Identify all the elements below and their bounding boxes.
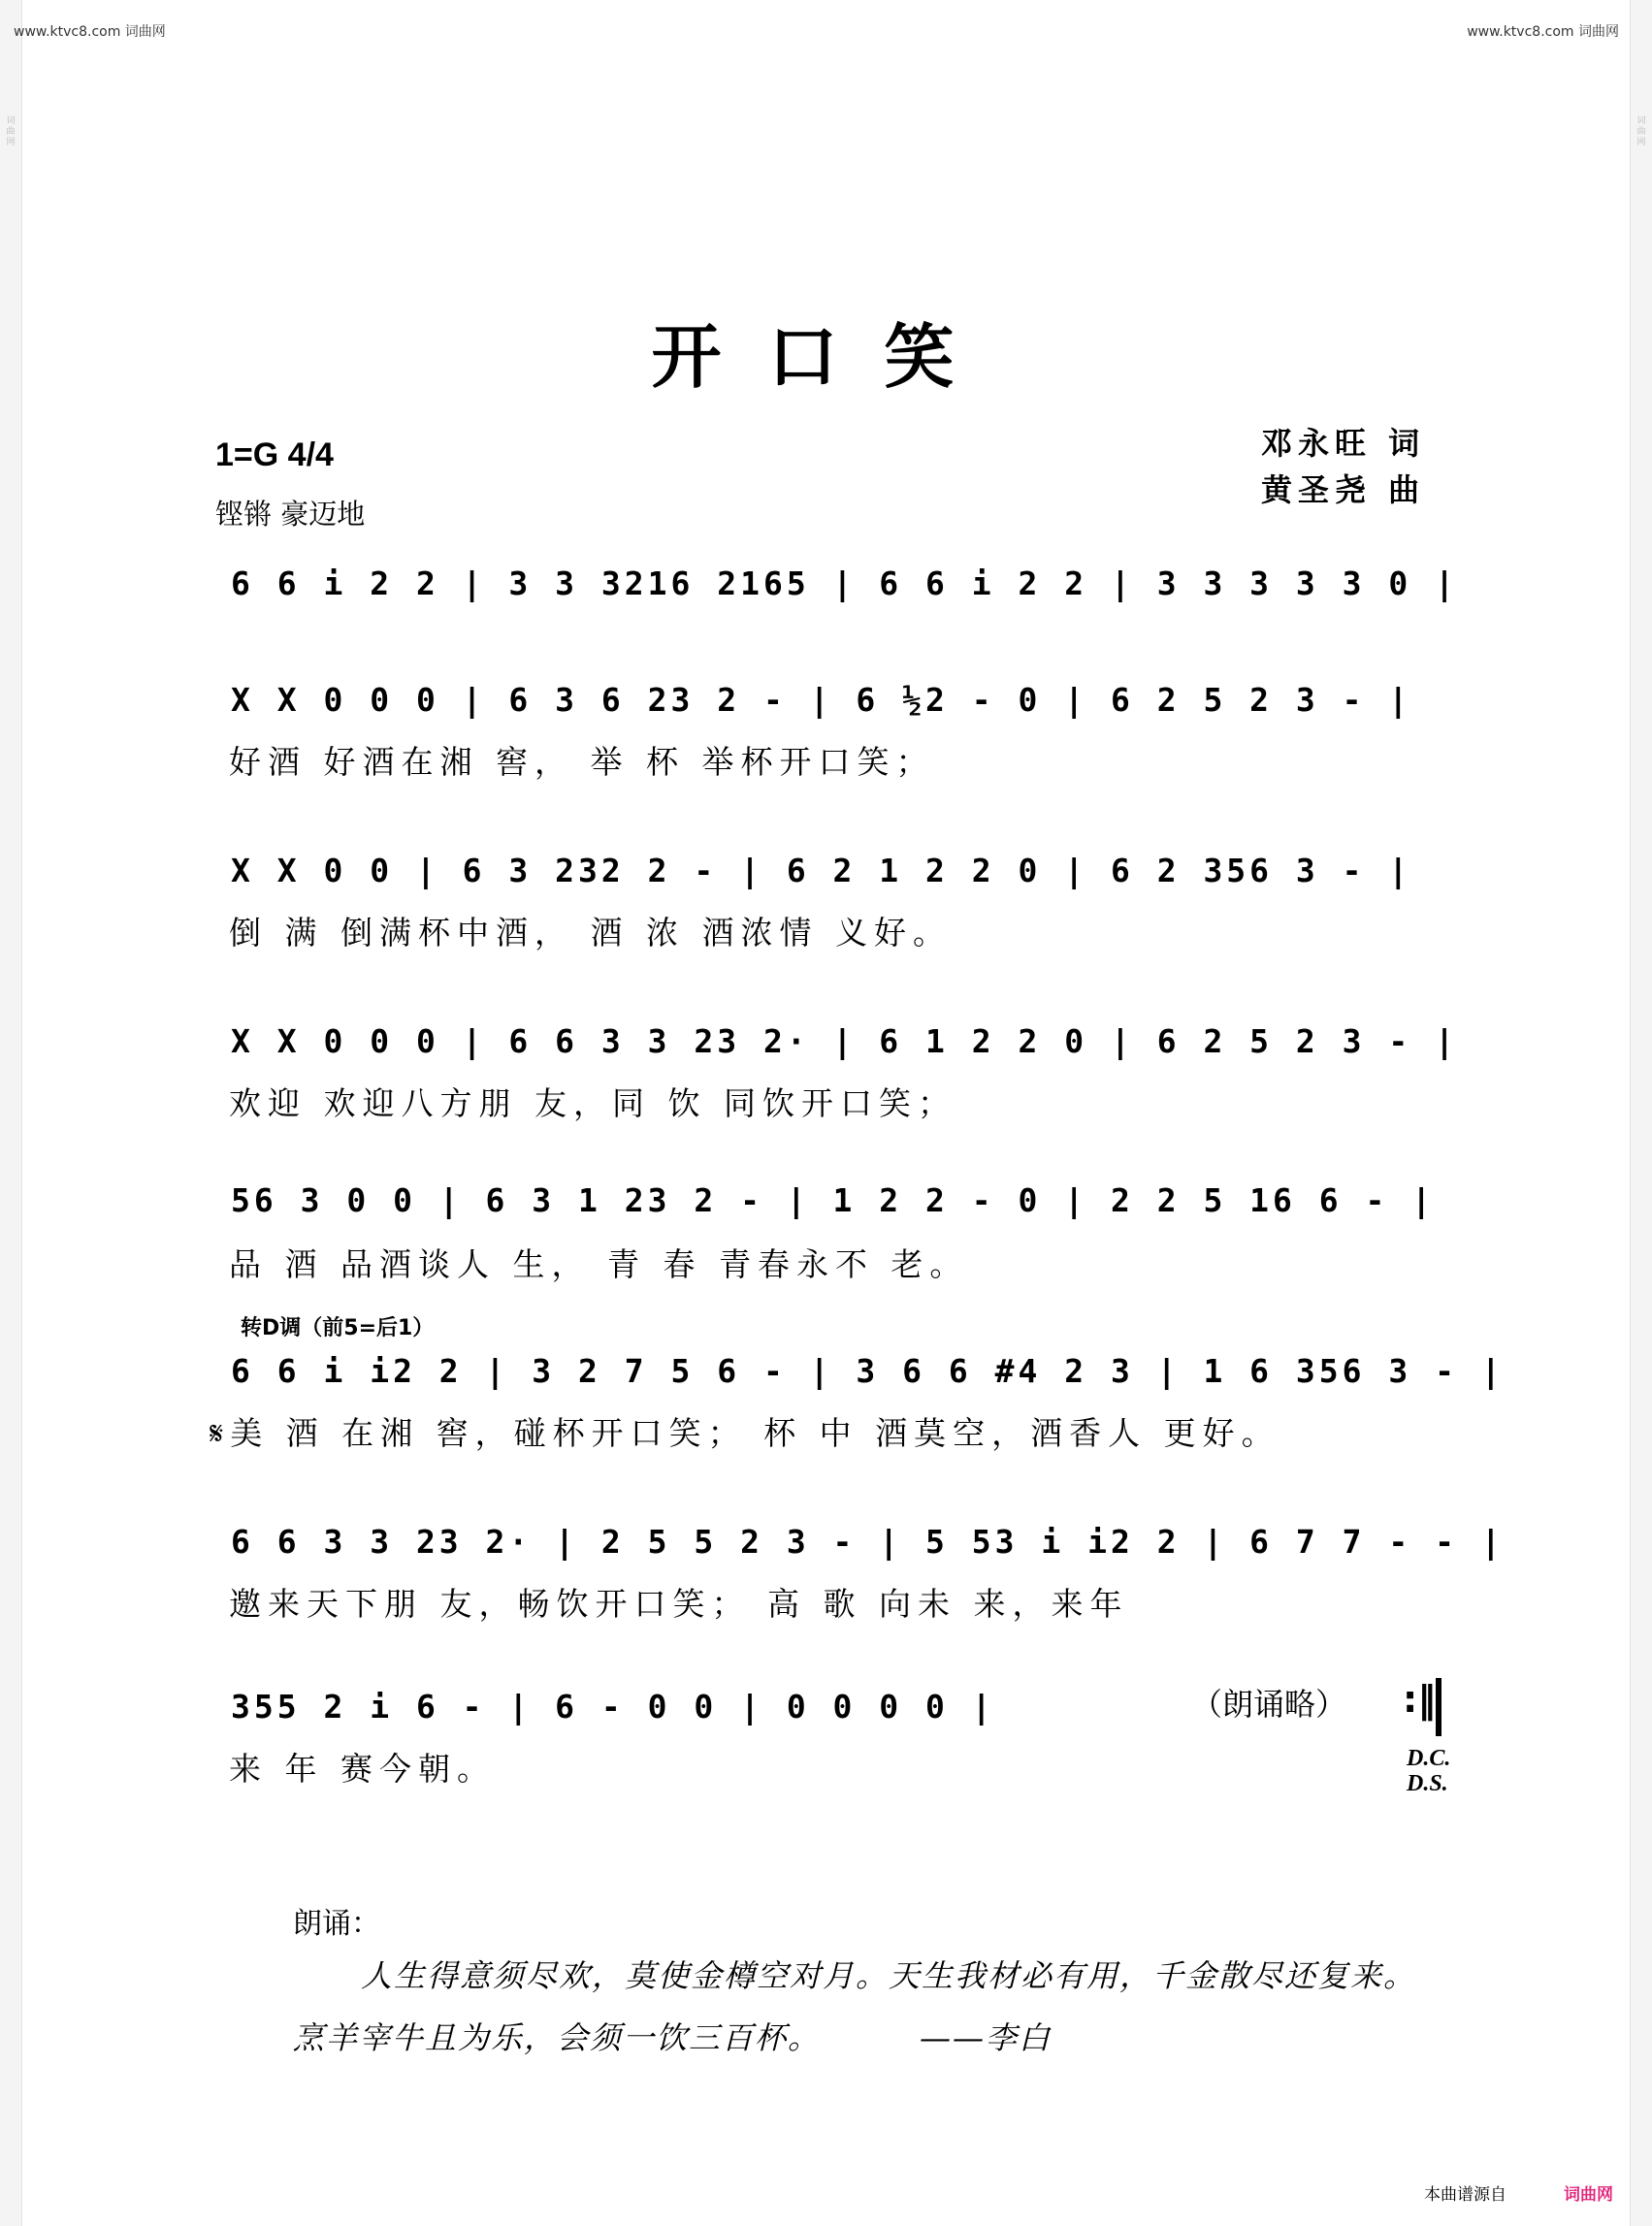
repeat-sign: :‖ xyxy=(1403,1678,1437,1721)
notation-line-5: 56 3 0 0 | 6 3 1 23 2 - | 1 2 2 - 0 | 2 2 5 16 6 - | xyxy=(231,1181,1436,1219)
song-title: 开口笑 xyxy=(651,315,1001,398)
recitation-label: 朗诵： xyxy=(293,1907,380,1941)
composer-credit: 黄圣尧 曲 xyxy=(1261,471,1426,508)
notation-line-4: X X 0 0 0 | 6 6 3 3 23 2· | 6 1 2 2 0 | 6 2 5 2 3 - | xyxy=(231,1022,1458,1060)
modulation-note: 转D调（前5=后1） xyxy=(241,1316,435,1340)
footer-brand-logo: 词曲网 xyxy=(1564,2185,1613,2205)
recitation-omitted-mark: （朗诵略） xyxy=(1191,1686,1347,1723)
key-signature: 1=G 4/4 xyxy=(215,436,334,473)
lyric-line-3: 倒 满 倒满杯中酒， 酒 浓 酒浓情 义好。 xyxy=(229,914,952,952)
header-right-site: www.ktvc8.com 词曲网 xyxy=(1467,24,1619,40)
notation-line-1: 6 6 i 2 2 | 3 3 3216 2165 | 6 6 i 2 2 | 3 3 3 3 3 0 | xyxy=(231,565,1458,602)
recitation-line-1: 人生得意须尽欢，莫使金樽空对月。天生我材必有用，千金散尽还复来。 xyxy=(361,1957,1417,1994)
ds-marking: D.S. xyxy=(1407,1771,1448,1796)
lyric-line-4: 欢迎 欢迎八方朋 友，同 饮 同饮开口笑； xyxy=(229,1084,956,1122)
footer-source-text: 本曲谱源自 xyxy=(1424,2185,1506,2205)
tempo-marking: 铿锵 豪迈地 xyxy=(215,498,366,531)
notation-line-8: 355 2 i 6 - | 6 - 0 0 | 0 0 0 0 | xyxy=(231,1688,995,1726)
lyric-line-6: 𝄋美 酒 在湘 窖，碰杯开口笑； 杯 中 酒莫空，酒香人 更好。 xyxy=(210,1414,1280,1452)
notation-line-2: X X 0 0 0 | 6 3 6 23 2 - | 6 ½2 - 0 | 6 2 5 2 3 - | xyxy=(231,681,1412,719)
recitation-line-2: 烹羊宰牛且为乐，会须一饮三百杯。 xyxy=(293,2019,822,2056)
right-side-watermark: 词曲网 xyxy=(1636,116,1646,147)
lyric-line-7: 邀来天下朋 友，畅饮开口笑； 高 歌 向未 来，来年 xyxy=(229,1585,1129,1623)
lyric-line-5: 品 酒 品酒谈人 生， 青 春 青春永不 老。 xyxy=(229,1245,969,1283)
header-left-site: www.ktvc8.com 词曲网 xyxy=(14,24,166,40)
lyric-line-8: 来 年 赛今朝。 xyxy=(229,1750,496,1788)
final-barline xyxy=(1436,1678,1441,1736)
lyric-line-2: 好酒 好酒在湘 窖， 举 杯 举杯开口笑； xyxy=(229,743,935,781)
left-side-watermark: 词曲网 xyxy=(6,116,16,147)
notation-line-3: X X 0 0 | 6 3 232 2 - | 6 2 1 2 2 0 | 6 2 356 3 - | xyxy=(231,852,1412,889)
notation-line-7: 6 6 3 3 23 2· | 2 5 5 2 3 - | 5 53 i i2 2 | 6 7 7 - - | xyxy=(231,1523,1505,1561)
lyricist-credit: 邓永旺 词 xyxy=(1261,425,1426,462)
dc-marking: D.C. xyxy=(1407,1746,1451,1771)
notation-line-6: 6 6 i i2 2 | 3 2 7 5 6 - | 3 6 6 #4 2 3 | 1 6 356 3 - | xyxy=(231,1352,1505,1390)
recitation-author: ——李白 xyxy=(920,2019,1053,2056)
